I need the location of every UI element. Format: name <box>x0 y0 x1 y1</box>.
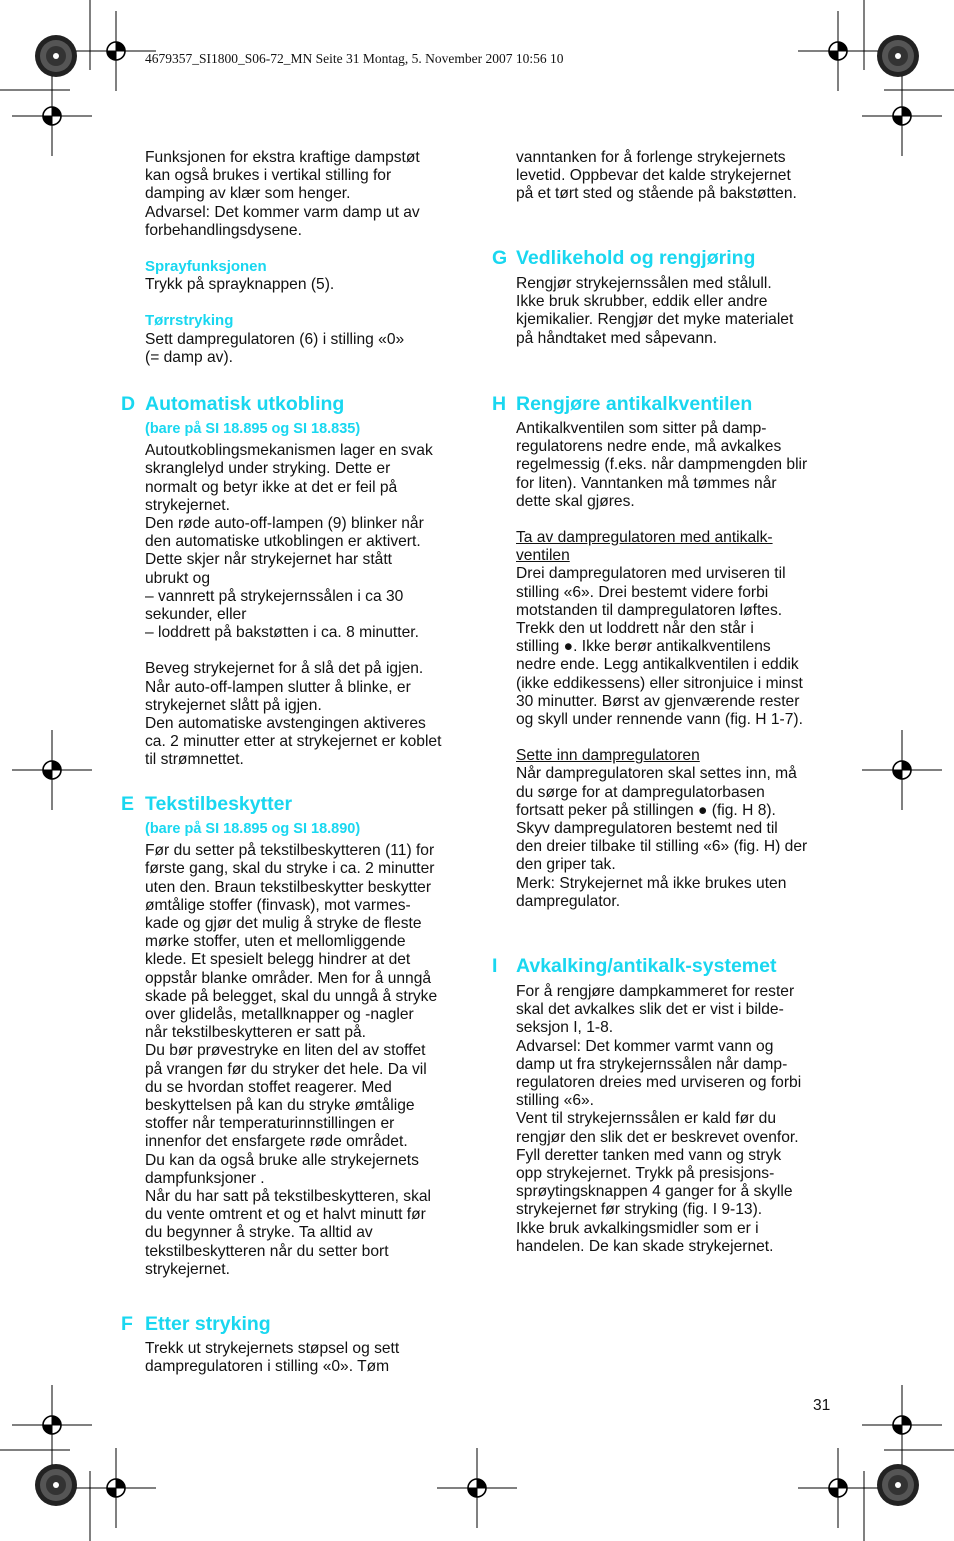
dry-text: Sett dampregulatoren (6) i stilling «0» (= damp av). <box>145 330 405 366</box>
spray-subheading: Sprayfunksjonen <box>145 258 267 276</box>
section-d-body <box>145 420 465 770</box>
section-f-heading <box>121 1313 271 1335</box>
continued-text: vanntanken for å forlenge strykejernets levetid. Oppbevar det kalde strykejernet på et tørt sted og stående på bakstøtten. <box>516 149 797 203</box>
section-g-text: Rengjør strykejernssålen med stålull. Ikke bruk skrubber, eddik eller andre kjemikalier. Rengjør det myke materialet på håndtaket med såpevann. <box>516 275 794 347</box>
section-h-letter: H <box>492 393 507 415</box>
section-g-heading <box>492 247 756 269</box>
section-h-body <box>516 420 836 911</box>
print-slug: 4679357_SI1800_S06-72_MN Seite 31 Montag, 5. November 2007 10:56 10 <box>145 51 564 66</box>
section-d-letter: D <box>121 393 136 415</box>
section-i-title: Avkalking/antikalk-systemet <box>516 955 777 977</box>
dry-subheading: Tørrstryking <box>145 312 234 330</box>
section-g-body <box>516 275 836 348</box>
left-column <box>145 149 465 367</box>
section-h-text: Antikalkventilen som sitter på damp- regulatorens nedre ende, må avkalkes regelmessig (f.eks. når dampmengden blir for liten). Vanntanken må tømmes når dette skal gjøres. <box>516 420 808 510</box>
section-e-body <box>145 820 465 1279</box>
section-i-body <box>516 983 836 1256</box>
section-g-title: Vedlikehold og rengjøring <box>516 247 756 269</box>
intro-text: Funksjonen for ekstra kraftige dampstøt kan også brukes i vertikal stilling for damping av klær som henger. Advarsel: Det kommer varm damp ut av forbehandlingsdysene. <box>145 149 420 239</box>
section-h-heading <box>492 393 753 415</box>
right-column <box>516 149 836 204</box>
section-d-title: Automatisk utkobling <box>145 393 345 415</box>
section-g-letter: G <box>492 247 508 269</box>
section-e-note: (bare på SI 18.895 og SI 18.890) <box>145 821 361 837</box>
section-e-title: Tekstilbeskytter <box>145 793 293 815</box>
spray-text: Trykk på sprayknappen (5). <box>145 276 335 294</box>
section-h-text-2: Når dampregulatoren skal settes inn, må du sørge for at dampregulatorbasen fortsatt peker på stillingen ● (fig. H 8). Skyv dampregulatoren bestemt ned til den dreier tilbake til stilling «6» (fig. H) der den griper tak. Merk: Strykejernet må ikke brukes uten dampregulator. <box>516 765 808 910</box>
section-i-letter: I <box>492 955 498 977</box>
section-h-subheading-1: Ta av dampregulatoren med antikalk- ventilen <box>516 529 773 565</box>
section-e-heading <box>121 793 293 815</box>
section-d-text2: Beveg strykejernet for å slå det på igjen. Når auto-off-lampen slutter å blinke, er strykejernet slått på igjen. Den automatiske avstengingen aktiveres ca. 2 minutter etter at strykejernet er koblet til strømnettet. <box>145 660 442 769</box>
section-d-heading <box>121 393 345 415</box>
section-f-body <box>145 1340 465 1376</box>
section-e-text: Før du setter på tekstilbeskytteren (11) for første gang, skal du stryke i ca. 2 minutter uten den. Braun tekstilbeskytter beskytter ømtålige stoffer (finvask), mot varmes- kade og gjør det mulig å stryke de fleste mørke stoffer, uten et mellomliggende klede. Et spesielt belegg hindrer at det oppstår blanke områder. Men for å unngå skade på belegget, skal du unngå å stryke over glidelås, metallknapper og -nagler når tekstilbeskytteren er satt på. Du bør prøvestryke en liten del av stoffet på vrangen før du stryker det hele. Da vil du se hvordan stoffet reagerer. Med beskyttelsen på kan du stryke ømtålige stoffer når temperaturinnstillingen er innenfor det ensfargete røde området. Du kan da også bruke alle strykejernets dampfunksjoner . Når du har satt på tekstilbeskytteren, skal du vente omtrent et og et halvt minutt før du begynner å stryke. Ta alltid av tekstilbeskytteren når du setter bort strykejernet. <box>145 842 438 1278</box>
section-i-heading <box>492 955 777 977</box>
section-h-subheading-2: Sette inn dampregulatoren <box>516 747 700 765</box>
section-f-letter: F <box>121 1313 133 1335</box>
section-d-note: (bare på SI 18.895 og SI 18.835) <box>145 421 361 437</box>
section-f-text: Trekk ut strykejernets støpsel og sett dampregulatoren i stilling «0». Tøm <box>145 1340 400 1376</box>
section-h-title: Rengjøre antikalkventilen <box>516 393 753 415</box>
section-h-text-1: Drei dampregulatoren med urviseren til stilling «6». Drei bestemt videre forbi motstanden til dampregulatoren løftes. Trekk den ut loddrett når den står i stilling ●. Ikke berør antikalkventilens nedre ende. Legg antikalkventilen i eddik (ikke eddikessens) eller sitronjuice i minst 30 minutter. Børst av gjenværende rester og skyll under rennende vann (fig. H 1-7). <box>516 565 803 729</box>
section-i-text: For å rengjøre dampkammeret for rester skal det avkalkes slik det er vist i bilde- seksjon I, 1-8. Advarsel: Det kommer varmt vann og damp ut fra strykejernssålen når damp- regulatoren dreies med urviseren og forbi stilling «6». Vent til strykejernssålen er kald før du rengjør den slik det er beskrevet ovenfor. Fyll deretter tanken med vann og stryk opp strykejernet. Trykk på presisjons- sprøytingsknappen 4 ganger for å skylle strykejernet før stryking (fig. I 9-13). Ikke bruk avkalkingsmidler som er i handelen. De kan skade strykejernet. <box>516 983 802 1255</box>
page-number: 31 <box>813 1397 831 1414</box>
section-d-text1: Autoutkoblingsmekanismen lager en svak skranglelyd under stryking. Dette er normalt og betyr ikke at det er feil på strykejernet. Den røde auto-off-lampen (9) blinker når den automatiske utkoblingen er aktivert. Dette skjer når strykejernet har stått ubrukt og – vannrett på strykejernssålen i ca 30 sekunder, eller – loddrett på bakstøtten i ca. 8 minutter. <box>145 442 433 642</box>
section-f-title: Etter stryking <box>145 1313 271 1335</box>
section-e-letter: E <box>121 793 135 815</box>
